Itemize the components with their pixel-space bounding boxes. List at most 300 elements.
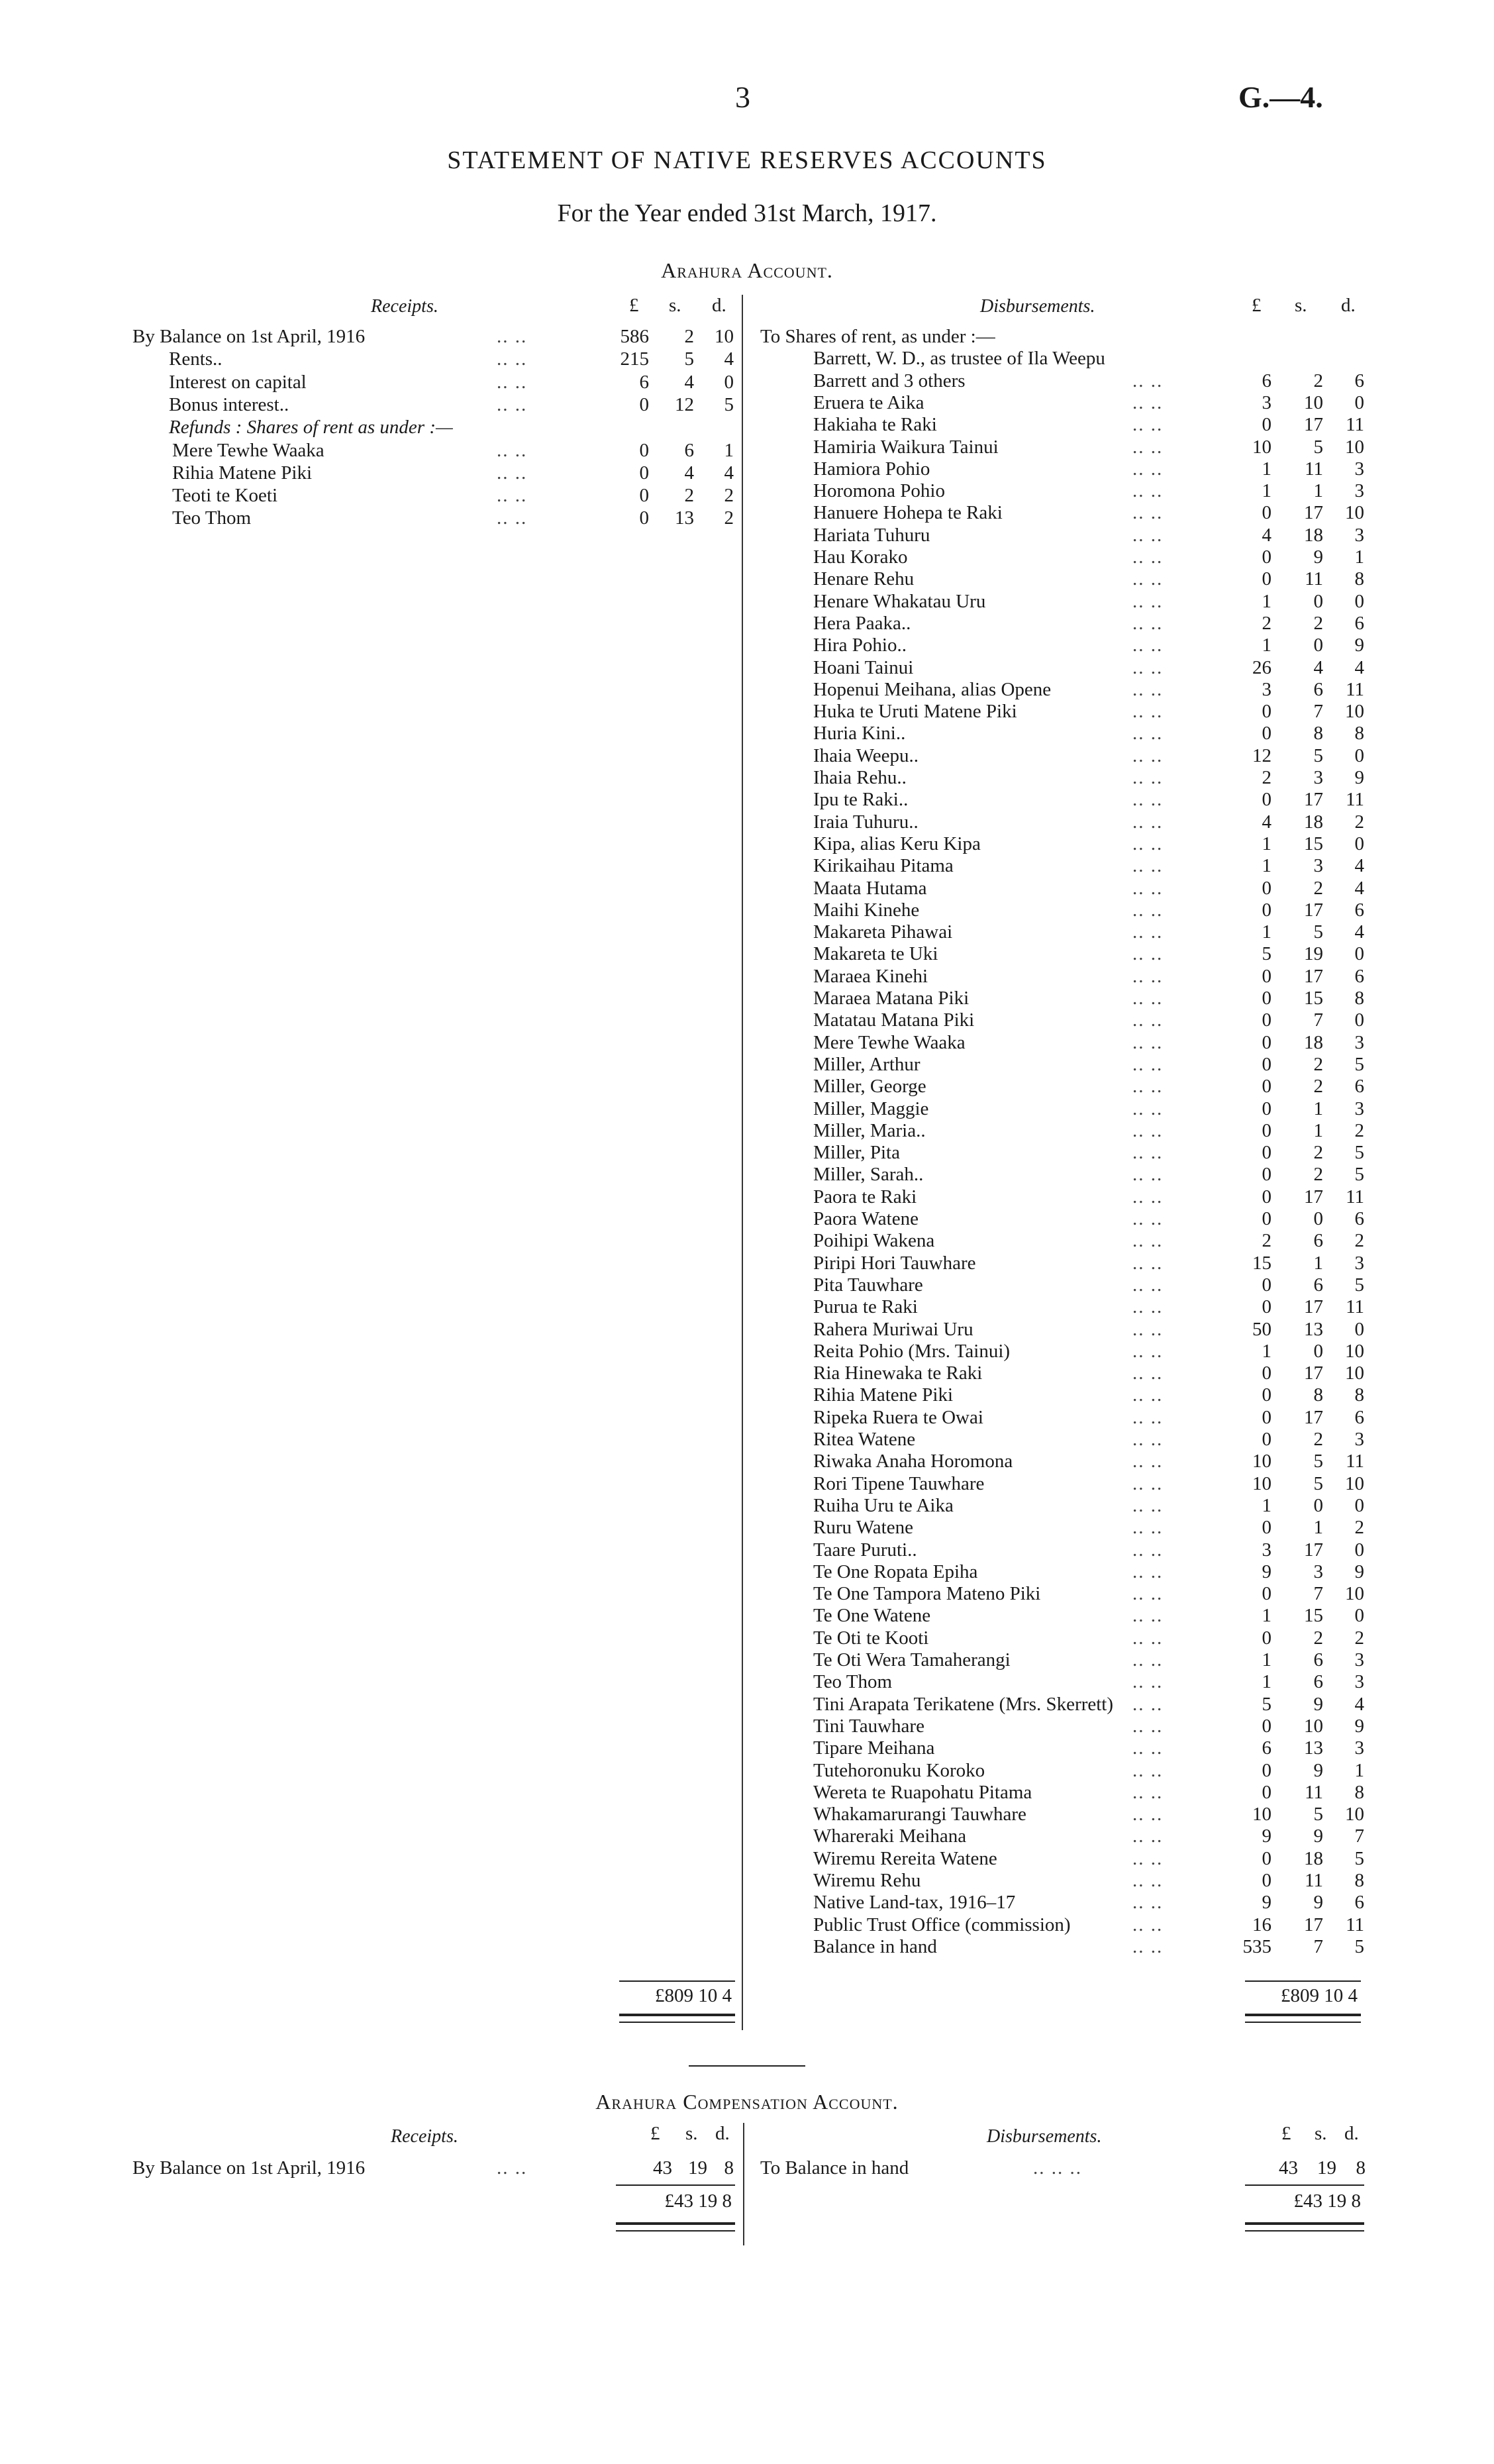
amount-pence: 10 (715, 326, 734, 347)
amount-shillings: 17 (1304, 1914, 1323, 1935)
ledger-entry-label: Ipu te Raki.. (813, 789, 909, 811)
amount-pence: 11 (1346, 678, 1364, 700)
leader-dots: .. .. (1132, 1914, 1164, 1935)
ledger-row (0, 1627, 1494, 1649)
amount-shillings: 0 (1313, 590, 1323, 612)
ledger-row (0, 899, 1494, 921)
leader-dots: .. .. (1132, 1296, 1164, 1318)
ledger-entry-label: Makareta te Uki (813, 943, 938, 965)
ledger-row (0, 2157, 1494, 2179)
ledger-row (0, 414, 1494, 436)
amount-shillings: 9 (1313, 1759, 1323, 1781)
amount-pence: 2 (724, 507, 734, 529)
ledger-entry-label: Maata Hutama (813, 877, 927, 899)
amount-shillings: 2 (1313, 1053, 1323, 1075)
amount-pounds: 0 (1262, 1384, 1271, 1406)
amount-pounds: 0 (1262, 1429, 1271, 1450)
double-rule (1245, 2230, 1364, 2232)
ledger-entry-label: Kipa, alias Keru Kipa (813, 833, 981, 854)
amount-pounds: 43 (653, 2157, 672, 2179)
amount-pence: 0 (724, 371, 734, 393)
amount-pence: 8 (724, 2157, 734, 2179)
amount-shillings: 17 (1304, 1296, 1323, 1318)
ledger-row (0, 1716, 1494, 1737)
amount-shillings: 18 (1304, 1031, 1323, 1053)
ledger-row (0, 370, 1494, 392)
amount-shillings: 18 (1304, 1847, 1323, 1869)
ledger-entry-label: Paora te Raki (813, 1186, 917, 1207)
amount-pounds: 0 (639, 485, 649, 507)
amount-pounds: 0 (639, 462, 649, 484)
shilling-heading: s. (669, 295, 681, 316)
ledger-row (0, 1517, 1494, 1539)
amount-pounds: 0 (1262, 1274, 1271, 1296)
ledger-entry-label: Horomona Pohio (813, 480, 945, 502)
amount-pence: 5 (1354, 1274, 1364, 1296)
ledger-row (0, 1164, 1494, 1186)
amount-pence: 3 (1354, 1031, 1364, 1053)
ledger-entry-label: Teoti te Koeti (172, 485, 278, 507)
leader-dots: .. .. (1132, 1230, 1164, 1252)
ledger-entry-label: Reita Pohio (Mrs. Tainui) (813, 1340, 1011, 1362)
amount-pounds: 12 (1252, 744, 1271, 766)
column-divider (743, 2123, 744, 2245)
amount-pounds: 1 (1262, 921, 1271, 943)
ledger-entry-label: Miller, Maria.. (813, 1119, 926, 1141)
ledger-entry-label: Ruiha Uru te Aika (813, 1494, 954, 1516)
amount-pence: 4 (1354, 1693, 1364, 1715)
ledger-entry-label: Iraia Tuhuru.. (813, 811, 919, 833)
amount-pence: 6 (1354, 965, 1364, 987)
ledger-entry-label: Ripeka Ruera te Owai (813, 1406, 983, 1428)
amount-pounds: 0 (639, 507, 649, 529)
ledger-entry-label: Refunds : Shares of rent as under :— (169, 417, 453, 438)
leader-dots: .. .. (1132, 1825, 1164, 1847)
ledger-entry-label: Hera Paaka.. (813, 612, 911, 634)
ledger-entry-label: Teo Thom (172, 507, 252, 529)
ledger-entry-label: Hopenui Meihana, alias Opene (813, 678, 1052, 700)
amount-pounds: 0 (1262, 1076, 1271, 1098)
ledger-row (0, 1760, 1494, 1782)
amount-pounds: 0 (1262, 701, 1271, 723)
ledger-entry-label: Public Trust Office (commission) (813, 1914, 1071, 1935)
ledger-row (0, 458, 1494, 480)
section-separator (689, 2065, 805, 2067)
amount-pence: 1 (1354, 546, 1364, 568)
amount-shillings: 4 (684, 371, 694, 393)
amount-pence: 0 (1354, 1318, 1364, 1340)
leader-dots: .. .. (1132, 1583, 1164, 1605)
amount-pounds: 0 (1262, 568, 1271, 590)
amount-pounds: 0 (1262, 723, 1271, 744)
amount-shillings: 15 (1304, 988, 1323, 1009)
ledger-entry-label: Interest on capital (169, 371, 307, 393)
ledger-row (0, 1583, 1494, 1605)
ledger-row (0, 1539, 1494, 1561)
leader-dots: .. .. (497, 507, 528, 529)
amount-pence: 4 (1354, 656, 1364, 678)
ledger-row (0, 1208, 1494, 1230)
ledger-entry-label: By Balance on 1st April, 1916 (132, 2157, 366, 2179)
amount-pence: 1 (724, 439, 734, 461)
double-rule (1245, 2222, 1364, 2225)
leader-dots: .. .. (1132, 1781, 1164, 1803)
amount-pence: 4 (1354, 855, 1364, 877)
ledger-row (0, 1009, 1494, 1031)
amount-shillings: 2 (1313, 1142, 1323, 1164)
ledger-entry-label: Henare Rehu (813, 568, 915, 590)
amount-shillings: 17 (1304, 502, 1323, 524)
amount-pounds: 1 (1262, 833, 1271, 854)
ledger-row (0, 1649, 1494, 1671)
amount-shillings: 15 (1304, 1605, 1323, 1627)
amount-pounds: 0 (1262, 1119, 1271, 1141)
amount-pounds: 0 (1262, 1186, 1271, 1207)
leader-dots: .. .. (1132, 1429, 1164, 1450)
amount-shillings: 10 (1304, 1715, 1323, 1737)
amount-shillings: 6 (1313, 1230, 1323, 1252)
amount-pounds: 1 (1262, 1340, 1271, 1362)
ledger-row (0, 855, 1494, 877)
amount-shillings: 19 (1317, 2157, 1336, 2179)
ledger-row (0, 701, 1494, 723)
amount-pounds: 26 (1252, 656, 1271, 678)
ledger-entry-label: Huria Kini.. (813, 723, 906, 744)
ledger-entry-label: Maraea Kinehi (813, 965, 928, 987)
ledger-row (0, 878, 1494, 899)
amount-pounds: 0 (1262, 1009, 1271, 1031)
amount-pounds: 0 (1262, 1406, 1271, 1428)
amount-pounds: 0 (1262, 1053, 1271, 1075)
ledger-entry-label: Paora Watene (813, 1208, 919, 1229)
double-rule (1245, 2022, 1361, 2023)
ledger-row (0, 1032, 1494, 1054)
ledger-row (0, 1384, 1494, 1406)
amount-shillings: 4 (1313, 656, 1323, 678)
leader-dots: .. .. (497, 485, 528, 507)
ledger-entry-label: Mere Tewhe Waaka (172, 439, 324, 461)
amount-pence: 0 (1354, 833, 1364, 854)
ledger-entry-label: To Balance in hand (760, 2157, 909, 2179)
amount-pounds: 4 (1262, 811, 1271, 833)
ledger-entry-label: Tini Arapata Terikatene (Mrs. Skerrett) (813, 1693, 1113, 1715)
ledger-row (0, 1230, 1494, 1252)
leader-dots: .. .. (1132, 723, 1164, 744)
ledger-row (0, 1429, 1494, 1451)
amount-shillings: 11 (1305, 1870, 1323, 1891)
amount-shillings: 8 (1313, 723, 1323, 744)
pound-heading: £ (629, 295, 639, 316)
amount-pence: 3 (1354, 1429, 1364, 1450)
ledger-row (0, 988, 1494, 1009)
amount-pence: 0 (1354, 744, 1364, 766)
amount-pounds: 0 (1262, 877, 1271, 899)
amount-shillings: 9 (1313, 1892, 1323, 1914)
leader-dots: .. .. (1132, 1142, 1164, 1164)
leader-dots: .. .. (497, 326, 528, 347)
amount-shillings: 5 (1313, 436, 1323, 458)
amount-pounds: 1 (1262, 1671, 1271, 1693)
ledger-entry-label: Miller, Pita (813, 1142, 900, 1164)
ledger-entry-label: Whareraki Meihana (813, 1825, 967, 1847)
amount-pounds: 9 (1262, 1892, 1271, 1914)
amount-pence: 2 (724, 485, 734, 507)
double-rule (1245, 2014, 1361, 2016)
ledger-entry-label: Maihi Kinehe (813, 899, 920, 921)
amount-shillings: 17 (1304, 965, 1323, 987)
amount-shillings: 11 (1305, 1781, 1323, 1803)
ledger-entry-label: Te One Tampora Mateno Piki (813, 1583, 1041, 1605)
amount-pence: 8 (1356, 2157, 1366, 2179)
ledger-entry-label: Wiremu Rehu (813, 1870, 921, 1891)
amount-pounds: 5 (1262, 943, 1271, 965)
leader-dots: .. .. (1132, 1098, 1164, 1119)
leader-dots: .. .. (1132, 965, 1164, 987)
amount-shillings: 7 (1313, 1935, 1323, 1957)
leader-dots: .. .. (1132, 877, 1164, 899)
amount-shillings: 2 (684, 326, 694, 347)
amount-pounds: 3 (1262, 391, 1271, 413)
amount-pence: 3 (1354, 1098, 1364, 1119)
amount-shillings: 2 (1313, 370, 1323, 391)
amount-pence: 11 (1346, 1186, 1364, 1207)
pound-heading: £ (1281, 2123, 1291, 2144)
amount-pence: 8 (1354, 1870, 1364, 1891)
ledger-entry-label: Barrett, W. D., as trustee of Ila Weepu (813, 348, 1105, 370)
amount-shillings: 3 (1313, 855, 1323, 877)
amount-pence: 10 (1345, 502, 1364, 524)
amount-pence: 9 (1354, 635, 1364, 656)
amount-pence: 2 (1354, 1627, 1364, 1649)
ledger-entry-label: Mere Tewhe Waaka (813, 1031, 966, 1053)
leader-dots: .. .. (1132, 1870, 1164, 1891)
ledger-entry-label: Taare Puruti.. (813, 1539, 917, 1561)
amount-pence: 3 (1354, 1252, 1364, 1274)
ledger-row (0, 326, 1494, 348)
amount-pence: 0 (1354, 590, 1364, 612)
leader-dots: .. .. (1132, 1053, 1164, 1075)
amount-shillings: 17 (1304, 1406, 1323, 1428)
ledger-entry-label: To Shares of rent, as under :— (760, 326, 995, 347)
total-rule (619, 1980, 735, 1982)
ledger-entry-label: Pita Tauwhare (813, 1274, 923, 1296)
amount-pence: 0 (1354, 391, 1364, 413)
ledger-row (0, 1142, 1494, 1164)
amount-pence: 1 (1354, 1759, 1364, 1781)
amount-pounds: 0 (1262, 789, 1271, 811)
amount-shillings: 15 (1304, 833, 1323, 854)
ledger-row (0, 1076, 1494, 1098)
amount-pence: 2 (1354, 1230, 1364, 1252)
amount-shillings: 13 (1304, 1737, 1323, 1759)
ledger-entry-label: Whakamarurangi Tauwhare (813, 1804, 1026, 1825)
amount-shillings: 7 (1313, 701, 1323, 723)
ledger-row (0, 392, 1494, 414)
leader-dots: .. .. .. (1033, 2157, 1082, 2179)
ledger-row (0, 921, 1494, 943)
amount-pence: 11 (1346, 1914, 1364, 1935)
ledger-entry-label: Riwaka Anaha Horomona (813, 1451, 1013, 1472)
ledger-entry-label: Hoani Tainui (813, 656, 914, 678)
ledger-entry-label: Rihia Matene Piki (813, 1384, 954, 1406)
pence-heading: d. (712, 295, 726, 316)
receipts-heading: Receipts. (371, 296, 438, 317)
disbursements-heading: Disbursements. (987, 2126, 1102, 2147)
leader-dots: .. .. (1132, 1119, 1164, 1141)
ledger-entry-label: Hamiora Pohio (813, 458, 930, 480)
account-title-arahura-compensation: Arahura Compensation Account. (595, 2090, 899, 2114)
amount-shillings: 7 (1313, 1009, 1323, 1031)
leader-dots: .. .. (1132, 568, 1164, 590)
ledger-row (0, 1451, 1494, 1472)
ledger-row (0, 833, 1494, 855)
amount-shillings: 1 (1313, 1098, 1323, 1119)
amount-pence: 0 (1354, 1009, 1364, 1031)
leader-dots: .. .. (1132, 480, 1164, 502)
amount-pounds: 4 (1262, 524, 1271, 546)
ledger-row (0, 1341, 1494, 1362)
amount-pounds: 1 (1262, 855, 1271, 877)
amount-pence: 5 (1354, 1142, 1364, 1164)
amount-pence: 4 (1354, 877, 1364, 899)
amount-shillings: 18 (1304, 811, 1323, 833)
amount-shillings: 2 (684, 485, 694, 507)
ledger-row (0, 568, 1494, 590)
leader-dots: .. .. (1132, 370, 1164, 391)
leader-dots: .. .. (1132, 833, 1164, 854)
disbursements-total: £809 10 4 (1281, 1985, 1358, 2006)
ledger-entry-label: Rori Tipene Tauwhare (813, 1472, 985, 1494)
ledger-row (0, 745, 1494, 767)
amount-shillings: 17 (1304, 899, 1323, 921)
amount-pounds: 586 (620, 326, 649, 347)
ledger-entry-label: Henare Whakatau Uru (813, 590, 986, 612)
amount-pence: 8 (1354, 988, 1364, 1009)
amount-pence: 10 (1345, 1804, 1364, 1825)
receipts-total: £43 19 8 (664, 2190, 732, 2212)
amount-pounds: 10 (1252, 1472, 1271, 1494)
ledger-row (0, 1362, 1494, 1384)
leader-dots: .. .. (1132, 1208, 1164, 1229)
ledger-row (0, 1892, 1494, 1914)
amount-shillings: 17 (1304, 789, 1323, 811)
amount-shillings: 9 (1313, 1825, 1323, 1847)
amount-shillings: 17 (1304, 1362, 1323, 1384)
ledger-row (0, 1319, 1494, 1341)
ledger-entry-label: Eruera te Aika (813, 391, 924, 413)
amount-pence: 5 (1354, 1935, 1364, 1957)
pence-heading: d. (715, 2123, 730, 2144)
amount-pounds: 3 (1262, 678, 1271, 700)
leader-dots: .. .. (1132, 1384, 1164, 1406)
amount-pence: 3 (1354, 480, 1364, 502)
amount-shillings: 2 (1313, 1164, 1323, 1186)
leader-dots: .. .. (1132, 635, 1164, 656)
leader-dots: .. .. (1132, 1671, 1164, 1693)
amount-pence: 9 (1354, 1715, 1364, 1737)
total-rule (616, 2184, 735, 2186)
pence-heading: d. (1344, 2123, 1359, 2144)
leader-dots: .. .. (1132, 1759, 1164, 1781)
amount-pounds: 1 (1262, 1494, 1271, 1516)
ledger-row (0, 1694, 1494, 1716)
amount-shillings: 2 (1313, 1076, 1323, 1098)
ledger-entry-label: Huka te Uruti Matene Piki (813, 701, 1017, 723)
disbursements-total: £43 19 8 (1293, 2190, 1361, 2212)
amount-pounds: 2 (1262, 767, 1271, 788)
page-subtitle: For the Year ended 31st March, 1917. (557, 199, 937, 227)
amount-pence: 5 (1354, 1164, 1364, 1186)
amount-pence: 0 (1354, 943, 1364, 965)
ledger-entry-label: Miller, Arthur (813, 1053, 921, 1075)
leader-dots: .. .. (497, 371, 528, 393)
leader-dots: .. .. (1132, 1892, 1164, 1914)
amount-pounds: 0 (1262, 1627, 1271, 1649)
ledger-row (0, 613, 1494, 635)
amount-pounds: 0 (1262, 1208, 1271, 1229)
leader-dots: .. .. (1132, 612, 1164, 634)
amount-pounds: 0 (1262, 1031, 1271, 1053)
amount-pounds: 0 (1262, 546, 1271, 568)
amount-pounds: 10 (1252, 1804, 1271, 1825)
ledger-entry-label: Hakiaha te Raki (813, 414, 937, 436)
ledger-row (0, 1804, 1494, 1825)
amount-shillings: 9 (1313, 1693, 1323, 1715)
amount-pounds: 6 (639, 371, 649, 393)
leader-dots: .. .. (1132, 502, 1164, 524)
leader-dots: .. .. (1132, 744, 1164, 766)
amount-pounds: 50 (1252, 1318, 1271, 1340)
amount-pounds: 0 (1262, 502, 1271, 524)
ledger-row (0, 657, 1494, 679)
leader-dots: .. .. (1132, 921, 1164, 943)
amount-pounds: 215 (620, 348, 649, 370)
leader-dots: .. .. (1132, 1318, 1164, 1340)
ledger-row (0, 591, 1494, 613)
leader-dots: .. .. (1132, 546, 1164, 568)
amount-shillings: 4 (684, 462, 694, 484)
ledger-row (0, 767, 1494, 789)
shilling-heading: s. (685, 2123, 698, 2144)
ledger-row (0, 811, 1494, 833)
leader-dots: .. .. (1132, 1715, 1164, 1737)
amount-shillings: 17 (1304, 1186, 1323, 1207)
amount-pence: 5 (724, 393, 734, 415)
amount-shillings: 8 (1313, 1384, 1323, 1406)
ledger-row (0, 1098, 1494, 1120)
ledger-entry-label: Miller, Maggie (813, 1098, 929, 1119)
report-code: G.—4. (1238, 80, 1323, 114)
ledger-entry-label: Te Oti te Kooti (813, 1627, 929, 1649)
ledger-row (0, 1671, 1494, 1693)
ledger-entry-label: Purua te Raki (813, 1296, 918, 1318)
amount-shillings: 1 (1313, 1517, 1323, 1539)
amount-pence: 3 (1354, 458, 1364, 480)
amount-shillings: 5 (1313, 921, 1323, 943)
amount-pence: 6 (1354, 1406, 1364, 1428)
amount-pounds: 6 (1262, 1737, 1271, 1759)
leader-dots: .. .. (1132, 524, 1164, 546)
amount-pence: 4 (724, 462, 734, 484)
amount-pounds: 0 (1262, 1296, 1271, 1318)
leader-dots: .. .. (1132, 899, 1164, 921)
leader-dots: .. .. (1132, 1693, 1164, 1715)
ledger-entry-label: Te One Ropata Epiha (813, 1561, 978, 1582)
ledger-entry-label: Teo Thom (813, 1671, 893, 1693)
ledger-entry-label: Matatau Matana Piki (813, 1009, 975, 1031)
amount-pence: 0 (1354, 1539, 1364, 1561)
amount-pence: 6 (1354, 899, 1364, 921)
